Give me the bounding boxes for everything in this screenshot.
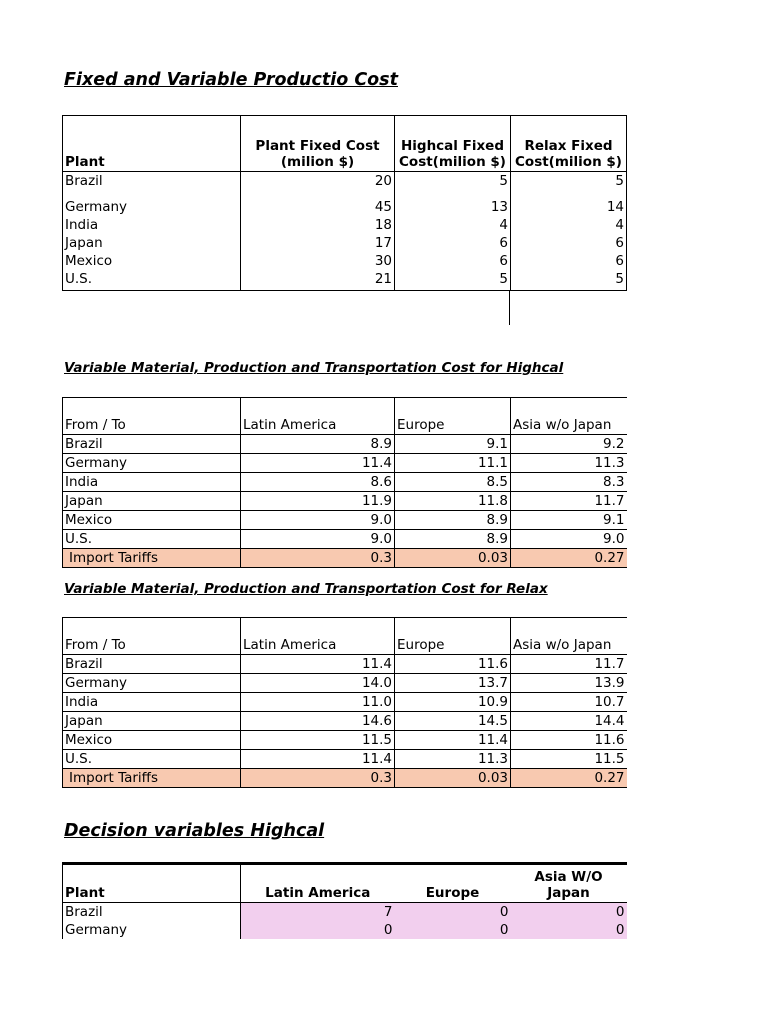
- value-cell[interactable]: 11.8: [395, 492, 511, 511]
- value-cell[interactable]: 11.1: [395, 454, 511, 473]
- tariff-value-cell[interactable]: 0.3: [241, 769, 395, 788]
- table-header-row: [63, 116, 627, 172]
- value-cell[interactable]: 21: [241, 270, 395, 291]
- decision-variables-title: Decision variables Highcal: [64, 821, 325, 841]
- value-cell[interactable]: 9.0: [241, 530, 395, 549]
- table-row: [63, 674, 627, 693]
- plant-cell[interactable]: Brazil: [63, 435, 241, 454]
- value-cell[interactable]: 11.4: [241, 655, 395, 674]
- value-cell[interactable]: 6: [395, 234, 511, 252]
- plant-cell[interactable]: India: [63, 473, 241, 492]
- plant-cell[interactable]: Japan: [63, 712, 241, 731]
- plant-cell[interactable]: Germany: [65, 199, 128, 215]
- plant-cell[interactable]: U.S.: [63, 750, 241, 769]
- value-cell[interactable]: 8.9: [395, 530, 511, 549]
- column-header: Asia w/o Japan: [511, 618, 627, 655]
- table-row: [63, 731, 627, 750]
- value-cell[interactable]: 14.0: [241, 674, 395, 693]
- tariff-value-cell[interactable]: 0.27: [511, 769, 627, 788]
- table-row: [63, 712, 627, 731]
- tariff-value-cell[interactable]: 0.03: [395, 769, 511, 788]
- value-cell[interactable]: 9.2: [511, 435, 627, 454]
- value-cell[interactable]: 13: [395, 190, 511, 216]
- value-cell[interactable]: 30: [241, 252, 395, 270]
- value-cell[interactable]: 9.1: [511, 511, 627, 530]
- value-cell[interactable]: 14.4: [511, 712, 627, 731]
- value-cell[interactable]: 13.9: [511, 674, 627, 693]
- value-cell[interactable]: 20: [241, 172, 395, 191]
- table-row: [63, 190, 627, 216]
- column-header: Highcal Fixed Cost(milion $): [395, 116, 511, 172]
- tariff-label-cell[interactable]: Import Tariffs: [63, 549, 241, 568]
- value-cell[interactable]: 6: [511, 252, 627, 270]
- value-cell[interactable]: 5: [395, 172, 511, 191]
- table-row: [63, 903, 627, 922]
- table-row: [63, 921, 627, 939]
- table-row: [63, 435, 627, 454]
- value-cell[interactable]: 9.0: [511, 530, 627, 549]
- value-cell[interactable]: 18: [241, 216, 395, 234]
- import-tariff-row: [63, 549, 627, 568]
- highcal-cost-table: [62, 397, 627, 568]
- plant-cell[interactable]: Japan: [63, 492, 241, 511]
- column-header: Europe: [395, 398, 511, 435]
- tariff-value-cell[interactable]: 0.03: [395, 549, 511, 568]
- column-header: Latin America: [241, 618, 395, 655]
- decision-value-cell[interactable]: 0: [511, 921, 627, 939]
- cell-border-line: [509, 291, 510, 325]
- decision-value-cell[interactable]: 0: [241, 921, 395, 939]
- value-cell[interactable]: 8.9: [241, 435, 395, 454]
- decision-variables-table: [62, 862, 627, 939]
- column-header: Latin America: [241, 398, 395, 435]
- value-cell[interactable]: 45: [241, 190, 395, 216]
- column-header: Latin America: [241, 864, 395, 903]
- value-cell[interactable]: 11.3: [511, 454, 627, 473]
- value-cell[interactable]: 5: [511, 270, 627, 291]
- decision-value-cell[interactable]: 0: [395, 921, 511, 939]
- column-header: Plant Fixed Cost (milion $): [241, 116, 395, 172]
- plant-cell[interactable]: Mexico: [63, 731, 241, 750]
- table-header-row: [63, 398, 627, 435]
- plant-cell[interactable]: Germany: [63, 454, 241, 473]
- table-row: [63, 492, 627, 511]
- table-row: [63, 655, 627, 674]
- value-cell[interactable]: 5: [395, 270, 511, 291]
- value-cell[interactable]: 13.7: [395, 674, 511, 693]
- plant-cell[interactable]: Mexico: [65, 253, 113, 269]
- table-row: [63, 252, 627, 270]
- value-cell[interactable]: 10.9: [395, 693, 511, 712]
- column-header: From / To: [63, 398, 241, 435]
- value-cell[interactable]: 11.6: [395, 655, 511, 674]
- plant-cell[interactable]: India: [63, 693, 241, 712]
- column-header: Plant: [63, 864, 241, 903]
- plant-cell[interactable]: Brazil: [65, 173, 103, 189]
- column-header: Europe: [395, 618, 511, 655]
- table-row: [63, 454, 627, 473]
- value-cell[interactable]: 8.5: [395, 473, 511, 492]
- decision-value-cell[interactable]: 7: [241, 903, 395, 922]
- value-cell[interactable]: 11.4: [395, 731, 511, 750]
- value-cell[interactable]: 11.7: [511, 655, 627, 674]
- decision-value-cell[interactable]: 0: [511, 903, 627, 922]
- value-cell[interactable]: 6: [511, 234, 627, 252]
- tariff-value-cell[interactable]: 0.27: [511, 549, 627, 568]
- value-cell[interactable]: 9.1: [395, 435, 511, 454]
- highcal-cost-title: Variable Material, Production and Transportation Cost for Highcal: [64, 360, 564, 376]
- value-cell[interactable]: 11.4: [241, 454, 395, 473]
- table-row: [63, 473, 627, 492]
- plant-cell[interactable]: India: [65, 217, 99, 233]
- value-cell[interactable]: 11.3: [395, 750, 511, 769]
- value-cell[interactable]: 17: [241, 234, 395, 252]
- table-row: [63, 530, 627, 549]
- table-row: [63, 693, 627, 712]
- value-cell[interactable]: 9.0: [241, 511, 395, 530]
- plant-cell[interactable]: Germany: [63, 921, 241, 939]
- value-cell[interactable]: 11.5: [511, 750, 627, 769]
- column-header: Plant: [63, 116, 241, 172]
- value-cell[interactable]: 11.7: [511, 492, 627, 511]
- column-header: Asia w/o Japan: [511, 398, 627, 435]
- value-cell[interactable]: 14: [511, 190, 627, 216]
- value-cell[interactable]: 11.6: [511, 731, 627, 750]
- value-cell[interactable]: 14.5: [395, 712, 511, 731]
- table-header-row: [63, 864, 627, 903]
- value-cell[interactable]: 6: [395, 252, 511, 270]
- value-cell[interactable]: 10.7: [511, 693, 627, 712]
- value-cell[interactable]: 4: [511, 216, 627, 234]
- plant-cell[interactable]: Brazil: [63, 903, 241, 922]
- plant-cell[interactable]: Brazil: [63, 655, 241, 674]
- plant-cell[interactable]: U.S.: [65, 271, 93, 287]
- table-row: [63, 750, 627, 769]
- value-cell[interactable]: 11.5: [241, 731, 395, 750]
- table-header-row: [63, 618, 627, 655]
- value-cell[interactable]: 8.6: [241, 473, 395, 492]
- table-row: [63, 270, 627, 291]
- fixed-cost-title: Fixed and Variable Productio Cost: [64, 70, 398, 90]
- tariff-label-cell[interactable]: Import Tariffs: [63, 769, 241, 788]
- column-header: Europe: [395, 864, 511, 903]
- value-cell[interactable]: 11.4: [241, 750, 395, 769]
- decision-value-cell[interactable]: 0: [395, 903, 511, 922]
- plant-cell[interactable]: Japan: [65, 235, 103, 251]
- value-cell[interactable]: 8.3: [511, 473, 627, 492]
- value-cell[interactable]: 8.9: [395, 511, 511, 530]
- table-row: [63, 172, 627, 191]
- fixed-cost-table: [62, 115, 627, 291]
- column-header: Relax Fixed Cost(milion $): [511, 116, 627, 172]
- column-header: Asia W/O Japan: [511, 864, 627, 903]
- value-cell[interactable]: 14.6: [241, 712, 395, 731]
- tariff-value-cell[interactable]: 0.3: [241, 549, 395, 568]
- column-header: From / To: [63, 618, 241, 655]
- table-row: [63, 234, 627, 252]
- relax-cost-title: Variable Material, Production and Transportation Cost for Relax: [64, 581, 548, 597]
- value-cell[interactable]: 4: [395, 216, 511, 234]
- value-cell[interactable]: 11.9: [241, 492, 395, 511]
- table-row: [63, 511, 627, 530]
- value-cell[interactable]: 11.0: [241, 693, 395, 712]
- value-cell[interactable]: 5: [511, 172, 627, 191]
- plant-cell[interactable]: Germany: [63, 674, 241, 693]
- relax-cost-table: [62, 617, 627, 788]
- import-tariff-row: [63, 769, 627, 788]
- plant-cell[interactable]: Mexico: [63, 511, 241, 530]
- plant-cell[interactable]: U.S.: [63, 530, 241, 549]
- table-row: [63, 216, 627, 234]
